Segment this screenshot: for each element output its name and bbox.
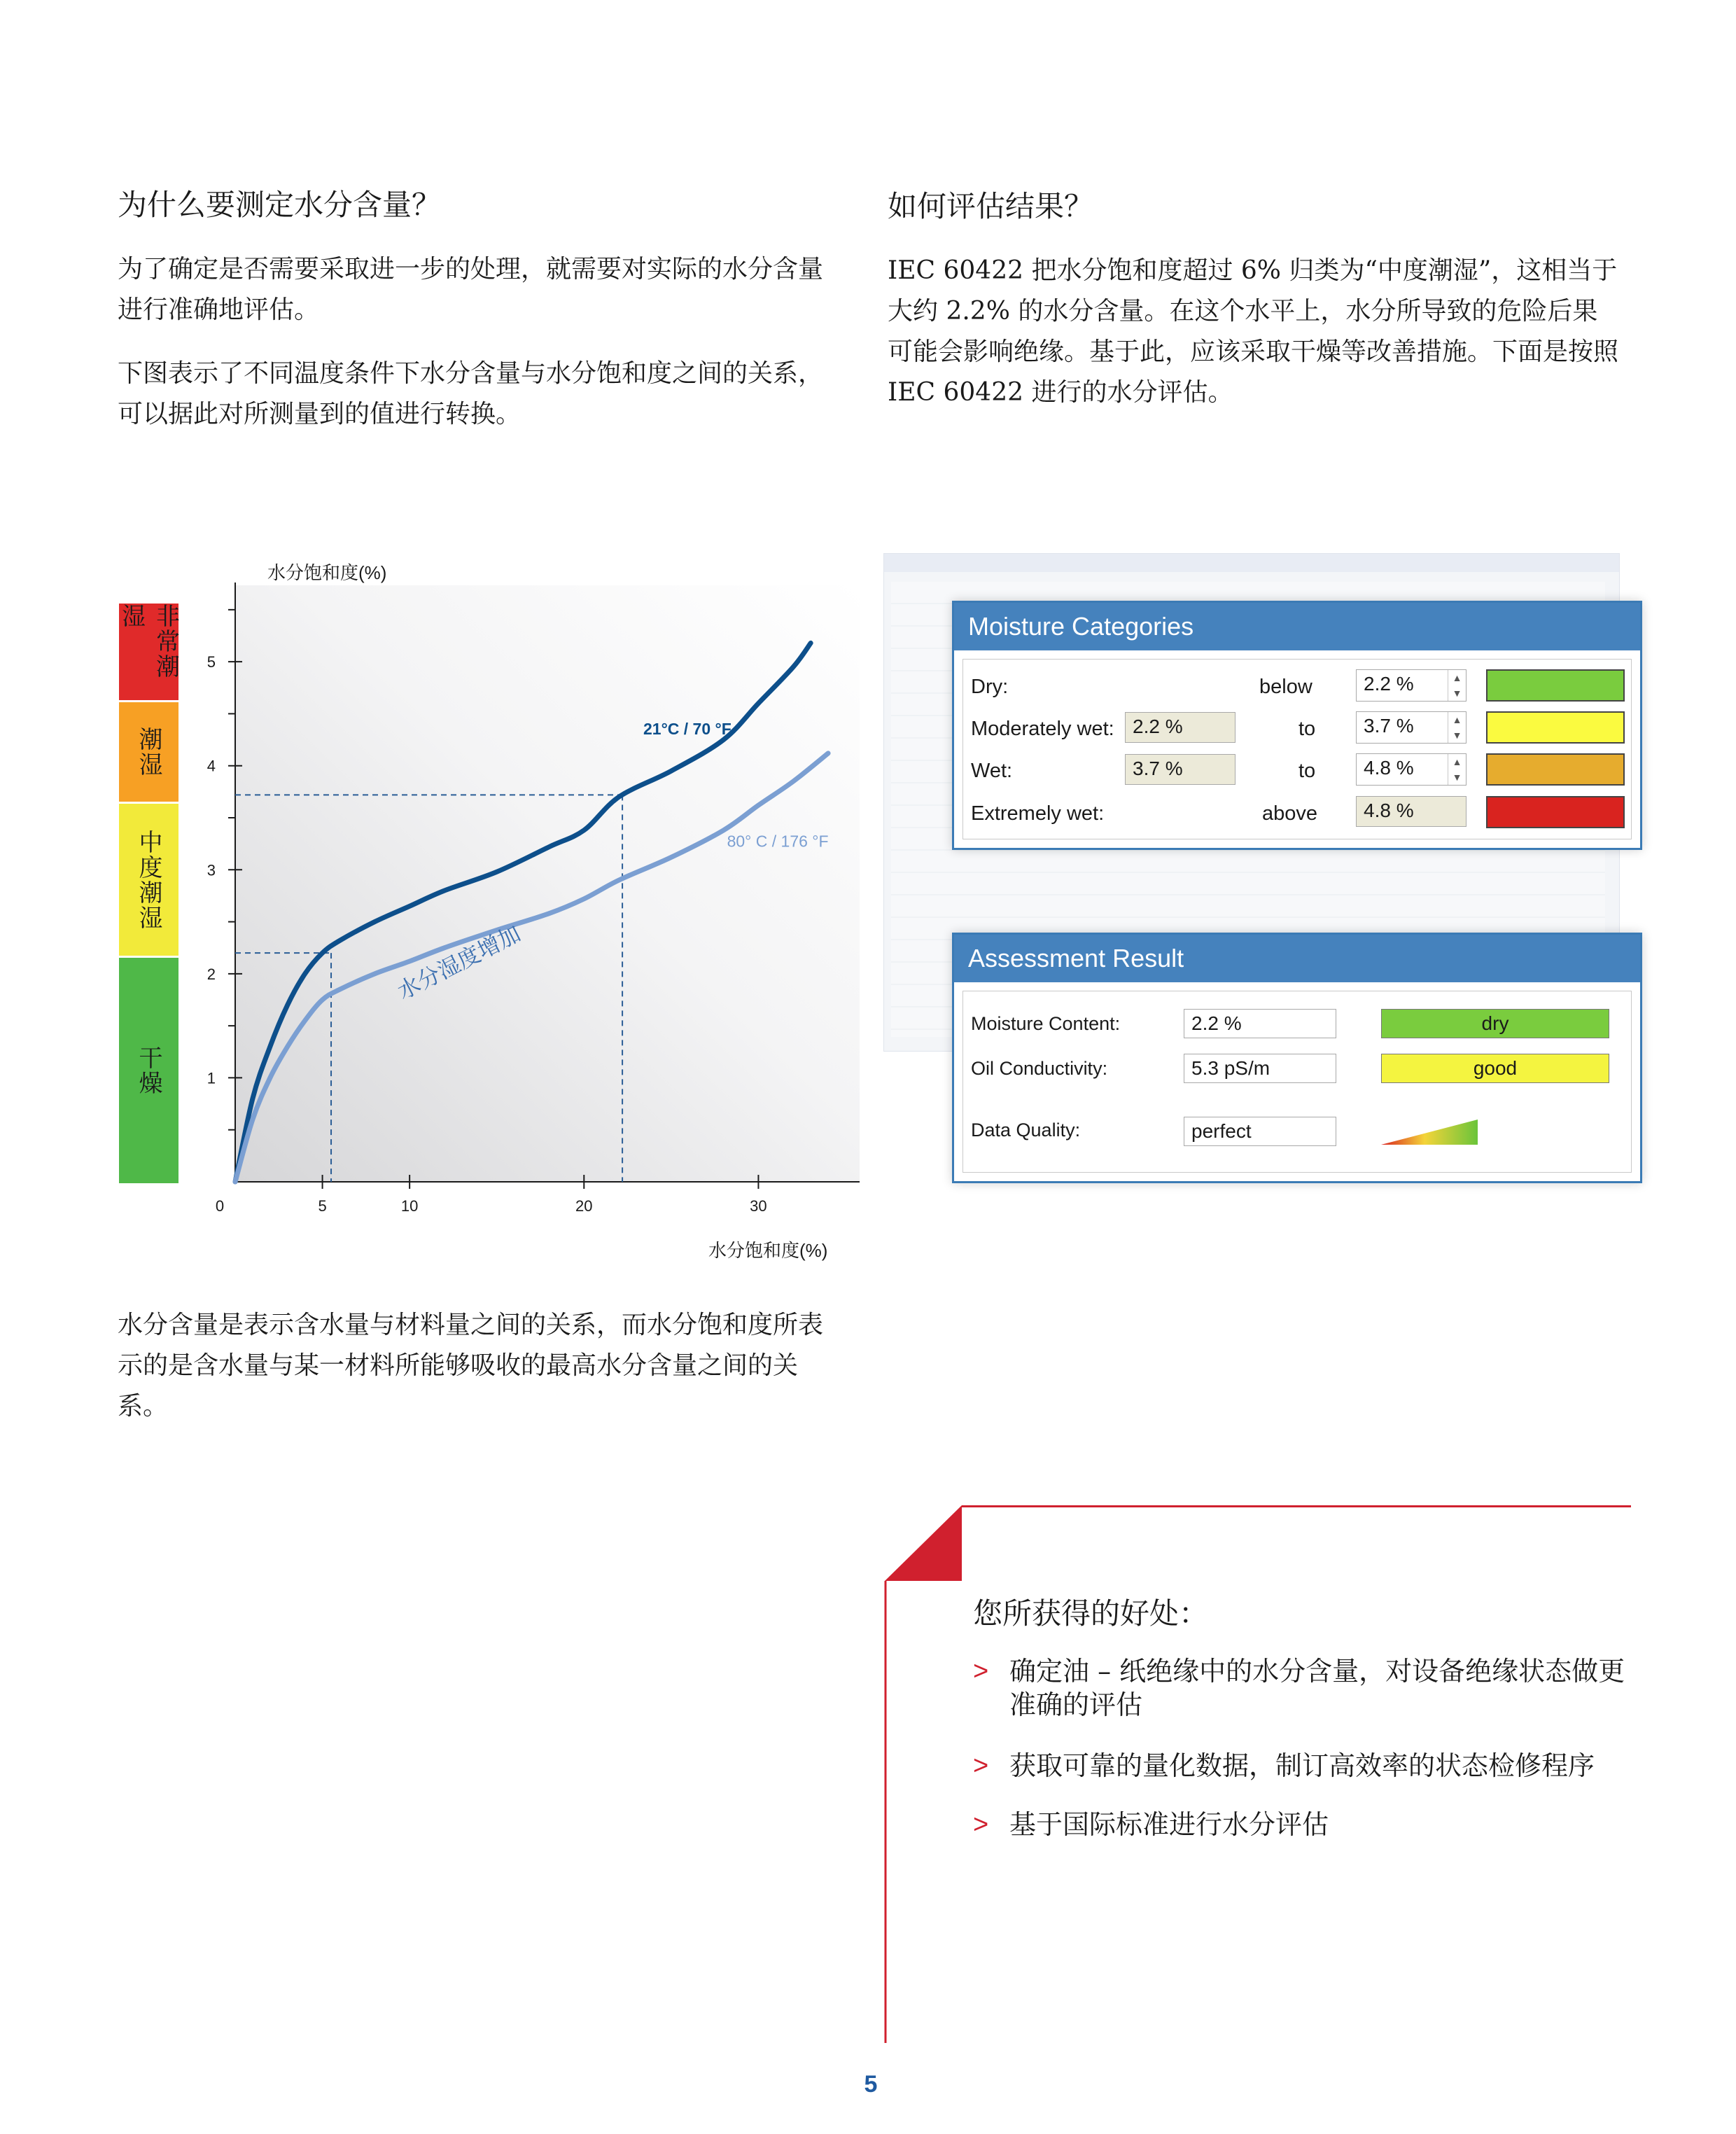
- band-dry: 干燥: [119, 958, 178, 1183]
- data-quality-label: Data Quality:: [971, 1120, 1081, 1141]
- benefit-text: 获取可靠的量化数据，制订高效率的状态检修程序: [1009, 1750, 1595, 1781]
- background-window-titlebar: [884, 554, 1619, 572]
- row-wet-to-value: 4.8 %: [1364, 757, 1414, 779]
- row-dry-label: Dry:: [971, 676, 1009, 698]
- row-wet-relation: to: [1298, 760, 1316, 782]
- row-moderately-wet-relation: to: [1298, 718, 1316, 740]
- row-dry-to-input[interactable]: [1356, 669, 1466, 702]
- y-tick-label: 2: [206, 965, 216, 983]
- benefit-item: [973, 1808, 1638, 1841]
- x-tick-label: 10: [400, 1197, 419, 1215]
- benefit-text: 确定油 – 纸绝缘中的水分含量，对设备绝缘状态做更准确的评估: [1009, 1656, 1625, 1720]
- benefit-text: 基于国际标准进行水分评估: [1009, 1809, 1329, 1840]
- moisture-content-value[interactable]: 2.2 %: [1184, 1009, 1336, 1038]
- benefit-item: [973, 1654, 1638, 1722]
- y-tick-label: 1: [206, 1069, 216, 1087]
- y-tick-label: 5: [206, 653, 216, 671]
- oil-result-badge: good: [1381, 1054, 1609, 1083]
- oil-conductivity-label: Oil Conductivity:: [971, 1058, 1108, 1079]
- row-dry-to-value: 2.2 %: [1364, 673, 1414, 695]
- row-moderately-wet-label: Moderately wet:: [971, 718, 1114, 740]
- spin-down-icon[interactable]: ▼: [1452, 772, 1462, 783]
- moisture-result-badge: dry: [1381, 1009, 1609, 1038]
- annotation-increasing-humidity: 水分湿度增加: [393, 920, 525, 1005]
- right-paragraph-1: IEC 60422 把水分饱和度超过 6% 归类为“中度潮湿”，这相当于大约 2.2% 的水分含量。在这个水平上，水分所导致的危险后果可能会影响绝缘。基于此，应该采取干燥等改善措施。下面是按照 IEC 60422 进行的水分评估。: [888, 256, 1619, 407]
- row-extremely-wet-color-swatch[interactable]: [1486, 796, 1625, 828]
- row-wet-color-swatch[interactable]: [1486, 753, 1625, 786]
- spin-down-icon[interactable]: ▼: [1452, 688, 1462, 699]
- row-wet-to-input[interactable]: [1356, 753, 1466, 786]
- left-paragraph-2: 下图表示了不同温度条件下水分含量与水分饱和度之间的关系，可以据此对所测量到的值进行转换。: [118, 359, 824, 428]
- bullet-marker-icon: >: [973, 1810, 989, 1839]
- band-wet: 潮湿: [119, 702, 178, 802]
- chart-x-label: 水分饱和度(%): [708, 1240, 828, 1261]
- row-moderately-wet-spinner[interactable]: [1448, 712, 1466, 743]
- plot-background: [235, 585, 860, 1182]
- moisture-categories-title: Moisture Categories: [954, 603, 1640, 650]
- band-moderately-wet: 中度潮湿: [119, 804, 178, 956]
- series-label-80c: 80° C / 176 °F: [727, 832, 829, 851]
- row-extremely-wet-relation: above: [1262, 802, 1318, 825]
- spin-down-icon[interactable]: ▼: [1452, 730, 1462, 741]
- benefit-item: [973, 1749, 1638, 1783]
- benefits-title: 您所获得的好处：: [973, 1596, 1209, 1631]
- row-extremely-wet-label: Extremely wet:: [971, 802, 1105, 825]
- row-wet-label: Wet:: [971, 760, 1013, 782]
- page-number: 5: [864, 2071, 878, 2098]
- row-moderately-wet-color-swatch[interactable]: [1486, 711, 1625, 744]
- data-quality-meter-icon: [1381, 1118, 1479, 1146]
- how-heading: 如何评估结果？: [888, 189, 1094, 223]
- series-label-21c: 21°C / 70 °F: [643, 720, 732, 739]
- row-moderately-wet-to-input[interactable]: [1356, 711, 1466, 744]
- row-wet-spinner[interactable]: [1448, 754, 1466, 785]
- assessment-result-panel: [952, 933, 1642, 1183]
- assessment-result-title: Assessment Result: [954, 935, 1640, 982]
- spin-up-icon[interactable]: ▲: [1452, 672, 1462, 683]
- moisture-content-label: Moisture Content:: [971, 1013, 1121, 1034]
- x-tick-label: 0: [215, 1197, 225, 1215]
- why-heading: 为什么要测定水分含量？: [118, 188, 442, 222]
- right-heading: [888, 183, 1623, 225]
- chart-y-label: 水分饱和度(%): [267, 562, 387, 583]
- x-tick-label: 5: [318, 1197, 327, 1215]
- chart-plot: [112, 546, 868, 1260]
- moisture-categories-panel: [952, 601, 1642, 850]
- y-tick-label: 4: [206, 757, 216, 775]
- data-quality-value[interactable]: perfect: [1184, 1117, 1336, 1146]
- row-dry-spinner[interactable]: [1448, 670, 1466, 701]
- bullet-marker-icon: >: [973, 1657, 989, 1686]
- row-moderately-wet-to-value: 3.7 %: [1364, 715, 1414, 737]
- row-extremely-wet-to: 4.8 %: [1356, 796, 1466, 827]
- x-tick-label: 30: [750, 1197, 767, 1215]
- row-wet-from: 3.7 %: [1125, 754, 1236, 785]
- spin-up-icon[interactable]: ▲: [1452, 714, 1462, 725]
- left-paragraph-1: 为了确定是否需要采取进一步的处理，就需要对实际的水分含量进行准确地评估。: [118, 255, 824, 324]
- oil-conductivity-value[interactable]: 5.3 pS/m: [1184, 1054, 1336, 1083]
- left-heading: [118, 182, 853, 224]
- row-moderately-wet-from: 2.2 %: [1125, 712, 1236, 743]
- bullet-marker-icon: >: [973, 1751, 989, 1780]
- moisture-chart: [112, 546, 868, 1260]
- band-extremely-wet: 非常潮湿: [119, 604, 178, 700]
- y-tick-label: 3: [206, 861, 216, 879]
- left-paragraph-3: 水分含量是表示含水量与材料量之间的关系，而水分饱和度所表示的是含水量与某一材料所能够吸收的最高水分含量之间的关系。: [118, 1311, 824, 1421]
- x-tick-label: 20: [575, 1197, 593, 1215]
- spin-up-icon[interactable]: ▲: [1452, 756, 1462, 767]
- row-dry-color-swatch[interactable]: [1486, 669, 1625, 702]
- row-dry-relation: below: [1259, 676, 1312, 698]
